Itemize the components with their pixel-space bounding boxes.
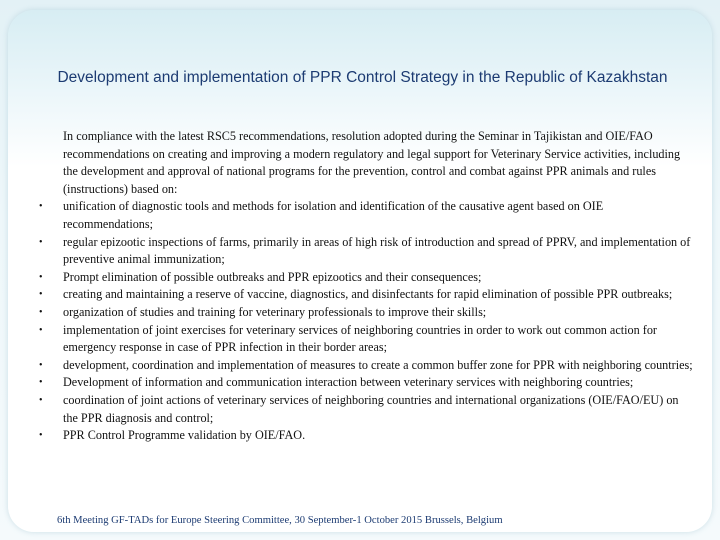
- intro-paragraph: In compliance with the latest RSC5 recommendations, resolution adopted during the Seminar in Tajikistan and OIE/FAO recommendations on creating and improving a modern regulatory and legal support for Veterinary Service activities, including the development and approval of national programs for the prevention, control and combat against PPR animals and rules (instructions) based on:: [63, 129, 681, 196]
- slide-title: Development and implementation of PPR Control Strategy in the Republic of Kazakhstan: [57, 69, 668, 86]
- bullet-item: • organization of studies and training for veterinary professionals to improve their skills;: [36, 304, 696, 322]
- bullet-item: • coordination of joint actions of veterinary services of neighboring countries and international organizations (OIE/FAO/EU) on the PPR diagnosis and control;: [36, 392, 696, 427]
- bullet-item: • development, coordination and implementation of measures to create a common buffer zone for PPR with neighboring countries;: [36, 357, 696, 375]
- bullet-item: • Development of information and communication interaction between veterinary services with neighboring countries;: [36, 374, 696, 392]
- bullet-list: [36, 198, 696, 444]
- bullet-item: • creating and maintaining a reserve of vaccine, diagnostics, and disinfectants for rapid elimination of possible PPR outbreaks;: [36, 286, 696, 304]
- bullet-item: • implementation of joint exercises for veterinary services of neighboring countries in order to work out common action for emergency response in case of PPR infection in their border areas;: [36, 322, 696, 357]
- slide-body: [36, 128, 696, 445]
- slide-footer: 6th Meeting GF-TADs for Europe Steering Committee, 30 September-1 October 2015 Brussels, Belgium: [57, 515, 503, 526]
- bullet-item: • unification of diagnostic tools and methods for isolation and identification of the causative agent based on OIE recommendations;: [36, 198, 696, 233]
- bullet-item: • PPR Control Programme validation by OIE/FAO.: [36, 427, 696, 445]
- bullet-item: • regular epizootic inspections of farms, primarily in areas of high risk of introduction and spread of PPRV, and implementation of preventive animal immunization;: [36, 234, 696, 269]
- bullet-item: • Prompt elimination of possible outbreaks and PPR epizootics and their consequences;: [36, 269, 696, 287]
